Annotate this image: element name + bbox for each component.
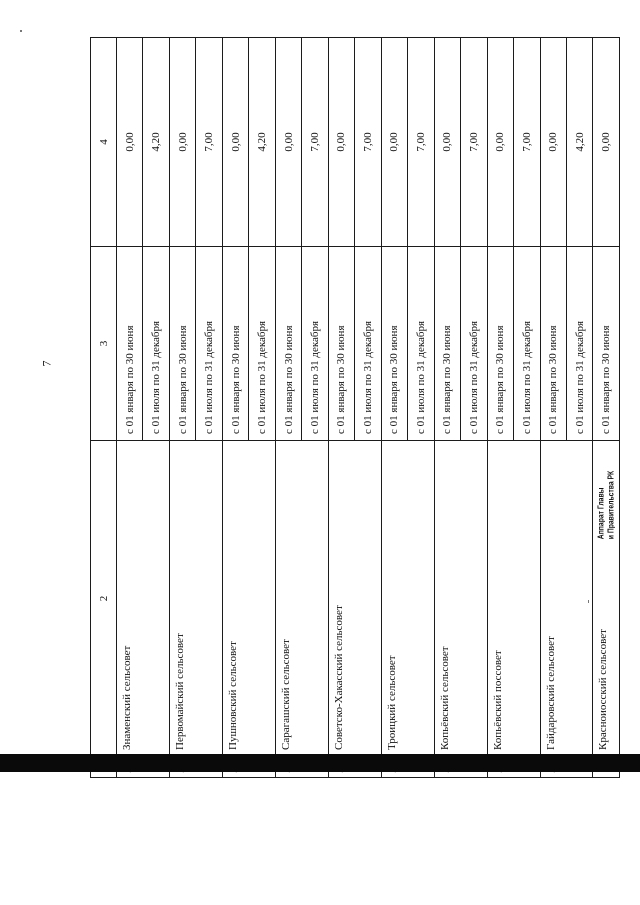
value-cell: 7,00 xyxy=(196,38,222,247)
value-cell: 4,20 xyxy=(143,38,169,247)
rotated-table-region xyxy=(90,38,620,778)
period-cell: с 01 июля по 31 декабря xyxy=(143,247,169,441)
table-row xyxy=(381,38,407,778)
value-cell: 7,00 xyxy=(461,38,487,247)
table-row xyxy=(169,38,195,778)
table-row xyxy=(275,38,301,778)
table-body xyxy=(117,38,620,778)
value-cell: 0,00 xyxy=(117,38,143,247)
settlement-name: Копьёвский сельсовет xyxy=(434,441,487,757)
value-cell: 0,00 xyxy=(328,38,354,247)
period-cell: с 01 июля по 31 декабря xyxy=(461,247,487,441)
value-cell: 7,00 xyxy=(514,38,540,247)
period-cell: с 01 января по 30 июня xyxy=(328,247,354,441)
settlement-name: Красноиосский сельсовет xyxy=(593,441,620,757)
value-cell: 0,00 xyxy=(169,38,195,247)
settlement-name: Знаменский сельсовет xyxy=(117,441,170,757)
period-cell: с 01 июля по 31 декабря xyxy=(566,247,592,441)
value-cell: 0,00 xyxy=(540,38,566,247)
settlement-name: Гайдаровский сельсовет xyxy=(540,441,593,757)
value-cell: 0,00 xyxy=(275,38,301,247)
stamp-line-1: Аппарат Главы xyxy=(596,487,606,540)
period-cell: с 01 июля по 31 декабря xyxy=(302,247,328,441)
settlement-name: Сарагашский сельсовет xyxy=(275,441,328,757)
value-cell: 0,00 xyxy=(434,38,460,247)
period-cell: с 01 января по 30 июня xyxy=(222,247,248,441)
table-row xyxy=(328,38,354,778)
settlement-name: Троицкий сельсовет xyxy=(381,441,434,757)
settlement-name: Советско-Хакасский сельсовет xyxy=(328,441,381,757)
table-row xyxy=(434,38,460,778)
value-cell: 4,20 xyxy=(249,38,275,247)
header-col-3: 3 xyxy=(91,247,117,441)
header-col-2: 2 xyxy=(91,441,117,757)
stamp-line-2: и Правительства РК xyxy=(606,470,616,540)
settlement-name: Пушновский сельсовет xyxy=(222,441,275,757)
header-row xyxy=(91,38,117,778)
header-col-4: 4 xyxy=(91,38,117,247)
period-cell: с 01 июля по 31 декабря xyxy=(514,247,540,441)
period-cell: с 01 июля по 31 декабря xyxy=(249,247,275,441)
table-row xyxy=(117,38,143,778)
tariff-table xyxy=(90,37,620,778)
period-cell: с 01 января по 30 июня xyxy=(540,247,566,441)
period-cell: с 01 января по 30 июня xyxy=(434,247,460,441)
value-cell: 7,00 xyxy=(302,38,328,247)
period-cell: с 01 июля по 31 декабря xyxy=(355,247,381,441)
value-cell: 0,00 xyxy=(487,38,513,247)
value-cell: 4,20 xyxy=(566,38,592,247)
table-row xyxy=(540,38,566,778)
value-cell: 0,00 xyxy=(222,38,248,247)
table-row xyxy=(593,38,620,778)
scan-edge-band xyxy=(0,754,640,772)
value-cell: 0,00 xyxy=(593,38,620,247)
value-cell: 7,00 xyxy=(355,38,381,247)
period-cell: с 01 января по 30 июня xyxy=(275,247,301,441)
scan-speck xyxy=(588,600,589,603)
rotated-table-container xyxy=(90,38,620,778)
page-number: 7 xyxy=(39,360,54,367)
period-cell: с 01 января по 30 июня xyxy=(381,247,407,441)
table-header xyxy=(91,38,117,778)
period-cell: с 01 января по 30 июня xyxy=(487,247,513,441)
period-cell: с 01 января по 30 июня xyxy=(169,247,195,441)
period-cell: с 01 июля по 31 декабря xyxy=(196,247,222,441)
value-cell: 0,00 xyxy=(381,38,407,247)
settlement-name: Первомайский сельсовет xyxy=(169,441,222,757)
stamp xyxy=(596,465,616,546)
table-row xyxy=(487,38,513,778)
period-cell: с 01 июля по 31 декабря xyxy=(408,247,434,441)
settlement-name: Копьёвский поссовет xyxy=(487,441,540,757)
period-cell: с 01 января по 30 июня xyxy=(593,247,620,441)
period-cell: с 01 января по 30 июня xyxy=(117,247,143,441)
table-row xyxy=(222,38,248,778)
value-cell: 7,00 xyxy=(408,38,434,247)
scan-speck xyxy=(20,30,22,32)
